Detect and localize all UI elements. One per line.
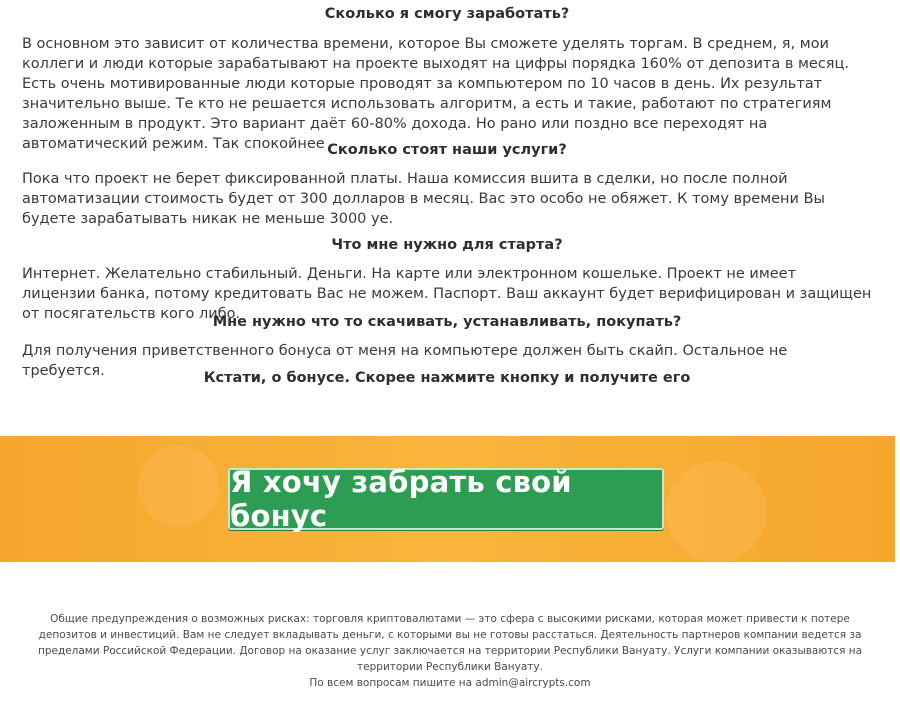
faq-question-requirements: Что мне нужно для старта? [331,237,563,253]
faq-question-pricing: Сколько стоят наши услуги? [327,142,567,158]
contact-email-text: По всем вопросам пишите на admin@aircrypts.com [309,677,591,689]
risk-disclaimer-footer [20,611,880,691]
cta-banner [0,436,895,562]
bonus-closing-line: Кстати, о бонусе. Скорее нажмите кнопку и получите его [203,370,691,386]
faq-question-downloads: Мне нужно что то скачивать, устанавливать, покупать? [212,314,682,330]
faq-answer-pricing: Пока что проект не берет фиксированной платы. Наша комиссия вшита в сделки, но после полной автоматизации стоимость будет от 300 долларов в месяц. Вас это особо не обяжет. К тому времени Вы будете зарабатывать никак не меньше 3000 уе. [22,171,825,227]
faq-answer-requirements: Интернет. Желательно стабильный. Деньги. На карте или электронном кошельке. Проект не имеет лицензии банка, потому кредитовать Вас не можем. Паспорт. Ваш аккаунт будет верифицирован и защищен от посягательств кого либо. [22,266,872,322]
claim-bonus-button[interactable]: Я хочу забрать свой бонус [228,468,664,530]
faq-question-earnings: Сколько я смогу заработать? [324,6,570,22]
faq-answer-earnings: В основном это зависит от количества времени, которое Вы сможете уделять торгам. В среднем, я, мои коллеги и люди которые зарабатывают на проекте выходят на цифры порядка 160% от депозита в месяц. Есть очень мотивированные люди которые проводят за компьютером по 10 часов в день. Их результат значительно выше. Те кто не решается использовать алгоритм, а есть и такие, работают по стратегиям заложенным в продукт. Это вариант даёт 60-80% дохода. Но рано или поздно все переходят на автоматический режим. Так спокойнее [22,36,850,152]
faq-answer-downloads: Для получения приветственного бонуса от меня на компьютере должен быть скайп. Остальное не требуется. [22,343,788,379]
risk-disclaimer-text: Общие предупреждения о возможных рисках: торговля криптовалютами — это сфера с высокими рисками, которая может привести к потере депозитов и инвестиций. Вам не следует вкладывать деньги, с которыми вы не готовы расстаться. Деятельность партнеров компании ведется за пределами Российской Федерации. Договор на оказание услуг заключается на территории Республики Вануату. Услуги компании оказываются на территории Республики Вануату. [37,613,863,673]
